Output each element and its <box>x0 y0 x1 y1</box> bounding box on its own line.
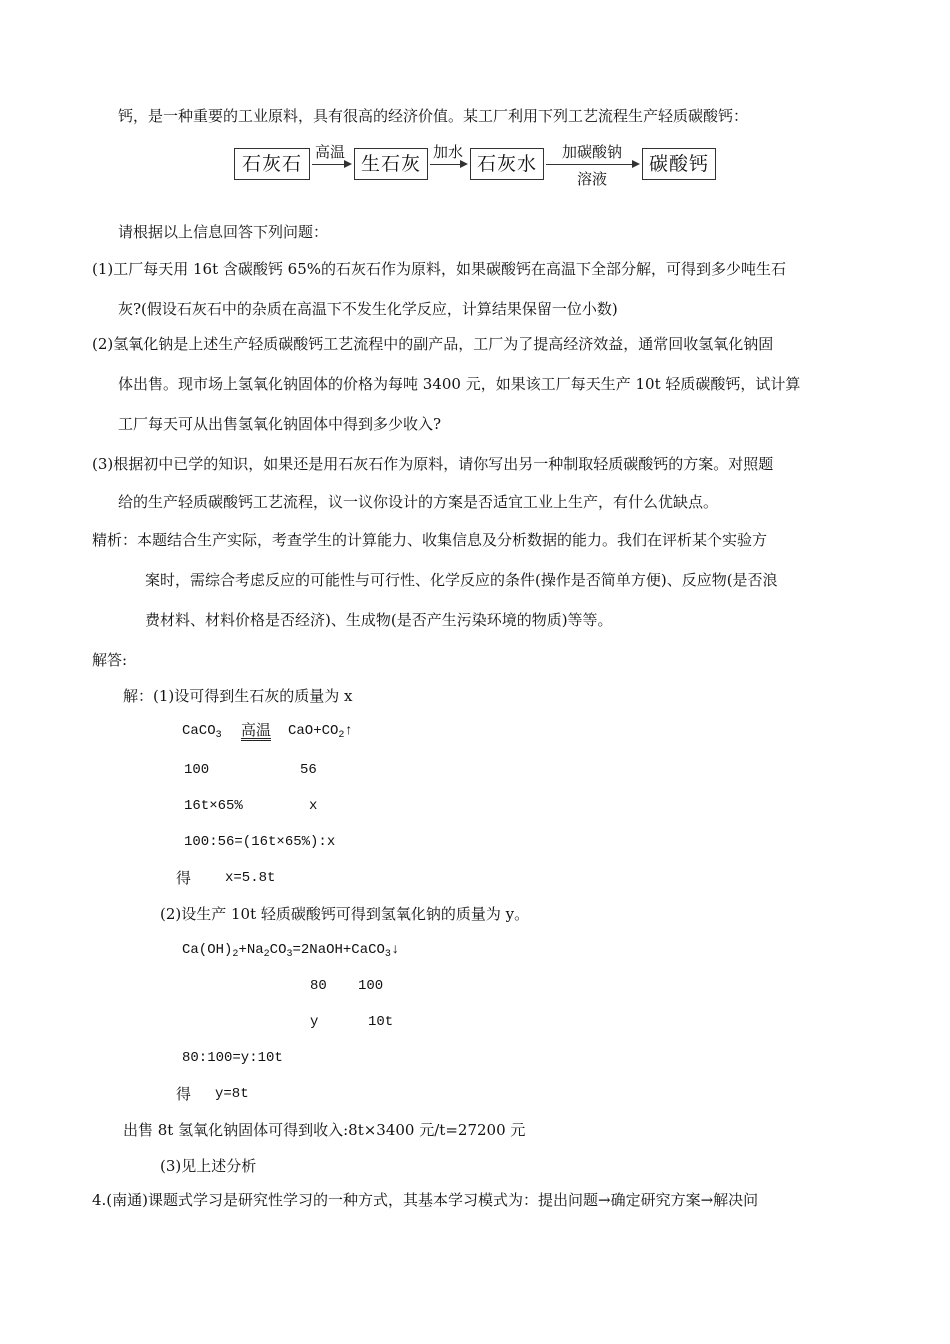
flow-arrow-label-bottom: 溶液 <box>576 170 607 188</box>
molar-mass-value: 100 <box>358 978 384 994</box>
question-1-line: 灰?(假设石灰石中的杂质在高温下不发生化学反应，计算结果保留一位小数) <box>118 300 618 318</box>
question-2-line: (2)氢氧化钠是上述生产轻质碳酸钙工艺流程中的副产品，工厂为了提高经济效益，通常回收氢氧化钠固 <box>92 335 774 353</box>
molar-mass-value: 56 <box>300 762 317 778</box>
flow-box-limewater: 石灰水 <box>470 148 544 180</box>
flow-box-quicklime: 生石灰 <box>354 148 428 180</box>
reaction-condition: 高温 <box>241 721 272 739</box>
ratio-equation: 100:56=(16t×65%):x <box>184 834 336 850</box>
solution-1-intro: 解：(1)设可得到生石灰的质量为 x <box>123 687 353 705</box>
analysis-line: 案时，需综合考虑反应的可能性与可行性、化学反应的条件(操作是否简单方便)、反应物(是否浪 <box>145 571 778 589</box>
flow-arrow <box>312 164 350 165</box>
ratio-equation: 80:100=y:10t <box>182 1050 283 1066</box>
analysis-line: 费材料、材料价格是否经济)、生成物(是否产生污染环境的物质)等等。 <box>145 611 613 629</box>
flow-arrow <box>546 164 638 165</box>
income-statement: 出售 8t 氢氧化钠固体可得到收入:8t×3400 元/t=27200 元 <box>123 1121 526 1139</box>
solution-2-intro: (2)设生产 10t 轻质碳酸钙可得到氢氧化钠的质量为 y。 <box>160 905 530 923</box>
result-value: y=8t <box>215 1086 249 1102</box>
result-value: x=5.8t <box>225 870 276 886</box>
analysis-line: 精析：本题结合生产实际，考查学生的计算能力、收集信息及分析数据的能力。我们在评析某个实验方 <box>92 531 768 549</box>
flow-box-calcium-carbonate: 碳酸钙 <box>642 148 716 180</box>
prompt-text: 请根据以上信息回答下列问题： <box>118 223 329 241</box>
reaction-equation-1: CaCO$_3$ <box>182 723 222 741</box>
question-2-line: 体出售。现市场上氢氧化钠固体的价格为每吨 3400 元，如果该工厂每天生产 10t 轻质碳酸钙，试计算 <box>118 375 801 393</box>
quantity-value: 10t <box>368 1014 394 1030</box>
flow-arrow-label: 加水 <box>432 143 463 161</box>
quantity-value: 16t×65% <box>184 798 243 814</box>
question-2-line: 工厂每天可从出售氢氧化钠固体中得到多少收入? <box>118 415 442 433</box>
intro-text: 钙，是一种重要的工业原料，具有很高的经济价值。某工厂利用下列工艺流程生产轻质碳酸钙： <box>118 107 749 125</box>
question-1-line: (1)工厂每天用 16t 含碳酸钙 65%的石灰石作为原料，如果碳酸钙在高温下全部分解，可得到多少吨生石 <box>92 260 787 278</box>
flow-arrow-label: 加碳酸钠 <box>561 143 622 161</box>
quantity-value: x <box>309 798 318 814</box>
flow-arrow <box>430 164 466 165</box>
reaction-products-1: $CaO+CO_2↑$ <box>288 723 353 741</box>
molar-mass-value: 80 <box>310 978 327 994</box>
question-3-line: 给的生产轻质碳酸钙工艺流程，议一议你设计的方案是否适宜工业上生产，有什么优缺点。 <box>118 493 719 511</box>
flow-box-limestone: 石灰石 <box>234 148 310 180</box>
answer-heading: 解答: <box>92 651 128 669</box>
result-word: 得 <box>176 1085 192 1103</box>
solution-3: (3)见上述分析 <box>160 1157 257 1175</box>
flow-arrow-label: 高温 <box>314 143 345 161</box>
result-word: 得 <box>176 869 192 887</box>
reaction-equation-2: $Ca(OH)_2+Na_2CO_3=2NaOH+CaCO_3↓$ <box>182 942 400 960</box>
question-4-line: 4.(南通)课题式学习是研究性学习的一种方式，其基本学习模式为：提出问题→确定研究方案→解决问 <box>92 1191 759 1209</box>
quantity-value: y <box>310 1014 319 1030</box>
question-3-line: (3)根据初中已学的知识，如果还是用石灰石作为原料，请你写出另一种制取轻质碳酸钙的方案。对照题 <box>92 455 774 473</box>
molar-mass-value: 100 <box>184 762 210 778</box>
